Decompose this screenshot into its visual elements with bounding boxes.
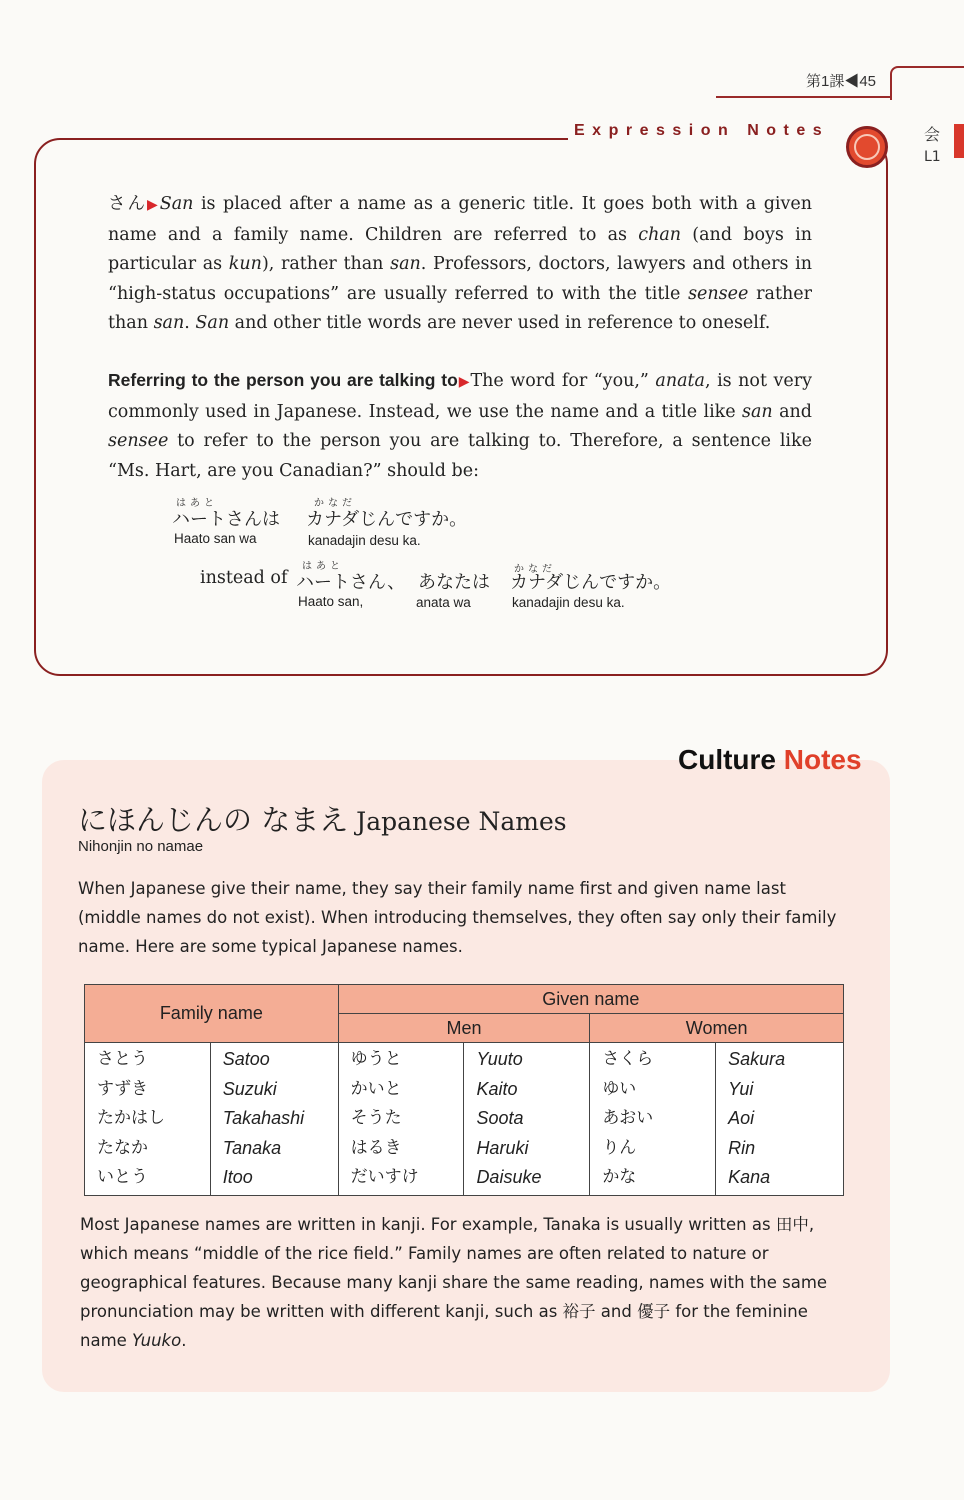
referring-text-e: and xyxy=(772,401,812,422)
table-cell: かな xyxy=(602,1167,637,1187)
referring-note xyxy=(108,366,812,486)
table-cell: りん xyxy=(602,1137,637,1158)
ruby-kanada: かなだ xyxy=(514,564,556,575)
example2-jp-c: カナダじんですか。 xyxy=(510,572,672,593)
circle-badge-icon xyxy=(846,126,888,168)
table-cell: さとう xyxy=(97,1049,148,1069)
women-kana-column xyxy=(590,1043,716,1196)
table-cell: Haruki xyxy=(476,1137,529,1158)
table-cell: Tanaka xyxy=(222,1137,282,1158)
san-text-g: san xyxy=(390,254,421,274)
culture-closing xyxy=(80,1210,850,1355)
closing-a: Most Japanese names are written in kanji. For example, Tanaka is usually written as 田中, which means “middle of the rice field.” Family names are often related to nature or geographical features. Because many kanji share the same reading, names with the same pronunciation may be written with different kanji, such as 裕子 and 優子 for the feminine name xyxy=(80,1215,828,1350)
example2-jp-a: ハートさん、 xyxy=(296,572,406,593)
table-cell: たなか xyxy=(97,1137,148,1158)
culture-notes-title-a: Culture xyxy=(678,744,784,775)
header-family-name: Family name xyxy=(85,985,339,1043)
example2-romaji-c: kanadajin desu ka. xyxy=(512,595,625,610)
family-romaji-column xyxy=(210,1043,338,1196)
example2-romaji-b: anata wa xyxy=(416,595,471,610)
san-text-c: chan xyxy=(638,224,682,245)
table-cell: Yui xyxy=(728,1078,754,1099)
closing-c: . xyxy=(181,1331,187,1350)
table-cell: そうた xyxy=(350,1108,402,1128)
japanese-names-heading xyxy=(78,798,567,839)
expression-notes-title: Expression Notes xyxy=(574,122,830,139)
header-men: Men xyxy=(338,1014,590,1043)
heading-romaji: Nihonjin no namae xyxy=(78,838,204,855)
san-text-a: San xyxy=(159,194,194,214)
san-text-e: kun xyxy=(228,254,262,274)
table-cell: Sakura xyxy=(728,1049,786,1069)
table-cell: たかはし xyxy=(97,1108,165,1128)
example1-jp-b: カナダじんですか。 xyxy=(306,509,468,530)
table-cell: Satoo xyxy=(222,1049,270,1069)
header-women: Women xyxy=(590,1014,844,1043)
example2-lead: instead of xyxy=(200,568,288,588)
heading-jp: にほんじんの なまえ xyxy=(78,803,349,837)
referring-text-d: san xyxy=(742,401,773,422)
referring-text-g: to refer to the person you are talking to. Therefore, a sentence like “Ms. Hart, are you Canadian?” should be: xyxy=(108,431,812,481)
table-cell: さくら xyxy=(602,1049,654,1069)
culture-intro: When Japanese give their name, they say their family name first and given name last (middle names do not exist). When introducing themselves, they often say only their family name. Here are some typical Japanese names. xyxy=(78,879,837,956)
women-romaji-column xyxy=(716,1043,844,1196)
san-text-n: and other title words are never used in reference to oneself. xyxy=(229,313,771,333)
lesson-tab-kanji: 会 xyxy=(924,125,941,144)
san-text-m: San xyxy=(195,313,230,333)
triangle-arrow-icon: ▶ xyxy=(146,197,160,213)
referring-text-f: sensee xyxy=(108,431,169,451)
san-text-k: san xyxy=(153,313,185,333)
example1-romaji-b: kanadajin desu ka. xyxy=(308,533,421,548)
table-cell: Aoi xyxy=(728,1108,755,1128)
san-note xyxy=(108,190,812,339)
triangle-arrow-icon: ▶ xyxy=(457,374,471,390)
referring-term: Referring to the person you are talking to xyxy=(108,370,458,390)
example2-jp-b: あなたは xyxy=(418,572,490,593)
culture-notes-title-b: Notes xyxy=(783,744,862,775)
header-corner-rule xyxy=(890,66,964,100)
ruby-haato: はあと xyxy=(302,561,344,572)
ruby-kanada: かなだ xyxy=(314,498,356,509)
table-cell: だいすけ xyxy=(350,1167,419,1187)
example2-romaji-a: Haato san, xyxy=(298,594,364,609)
san-text-l: . xyxy=(184,313,196,333)
heading-en: Japanese Names xyxy=(348,807,567,836)
referring-text-a: The word for “you,” xyxy=(470,371,656,391)
header-given-name: Given name xyxy=(338,985,843,1014)
lesson-tab-label: L1 xyxy=(924,149,941,165)
lesson-tab xyxy=(924,124,941,168)
san-text-j: rather than xyxy=(108,283,812,333)
referring-text-c: , is not very commonly used in Japanese. Instead, we use the name and a title like xyxy=(108,371,812,422)
lesson-tab-marker xyxy=(954,124,964,158)
san-text-i: sensee xyxy=(688,283,749,304)
san-term: さん xyxy=(108,194,147,214)
table-cell: Kana xyxy=(728,1167,771,1187)
table-cell: すずき xyxy=(97,1078,149,1099)
table-cell: はるき xyxy=(350,1137,402,1158)
referring-text-b: anata xyxy=(655,371,705,391)
men-kana-column xyxy=(338,1043,464,1196)
header-rule xyxy=(716,96,892,98)
table-cell: あおい xyxy=(602,1108,654,1128)
japanese-names-table xyxy=(84,984,844,1196)
table-cell: Rin xyxy=(728,1137,756,1158)
example1-jp-a: ハートさんは xyxy=(172,509,280,530)
table-cell: ゆい xyxy=(602,1078,637,1099)
family-kana-column xyxy=(85,1043,211,1196)
san-text-h: . Professors, doctors, lawyers and others in “high-status occupations” are usually referred to with the title xyxy=(108,254,813,304)
san-text-b: is placed after a name as a generic title. It goes both with a given name and a family name. Children are referred to as xyxy=(108,194,813,245)
san-text-d: (and boys in particular as xyxy=(108,224,812,274)
closing-b: Yuuko xyxy=(132,1331,182,1350)
table-cell: Takahashi xyxy=(222,1108,305,1128)
table-cell: Suzuki xyxy=(222,1078,277,1099)
table-cell: Kaito xyxy=(476,1078,518,1099)
table-cell: Yuuto xyxy=(476,1049,523,1069)
table-cell: Itoo xyxy=(222,1167,253,1187)
table-cell: Soota xyxy=(476,1108,524,1128)
ruby-haato: はあと xyxy=(176,498,218,509)
example1-romaji-a: Haato san wa xyxy=(174,531,257,546)
page-number-label: 第1課◀45 xyxy=(806,73,877,90)
table-cell: Daisuke xyxy=(476,1167,542,1187)
culture-notes-title xyxy=(678,744,862,776)
table-cell: いとう xyxy=(97,1167,148,1187)
table-cell: かいと xyxy=(350,1078,402,1099)
men-romaji-column xyxy=(464,1043,590,1196)
table-cell: ゆうと xyxy=(350,1049,402,1069)
san-text-f: ), rather than xyxy=(261,254,391,274)
